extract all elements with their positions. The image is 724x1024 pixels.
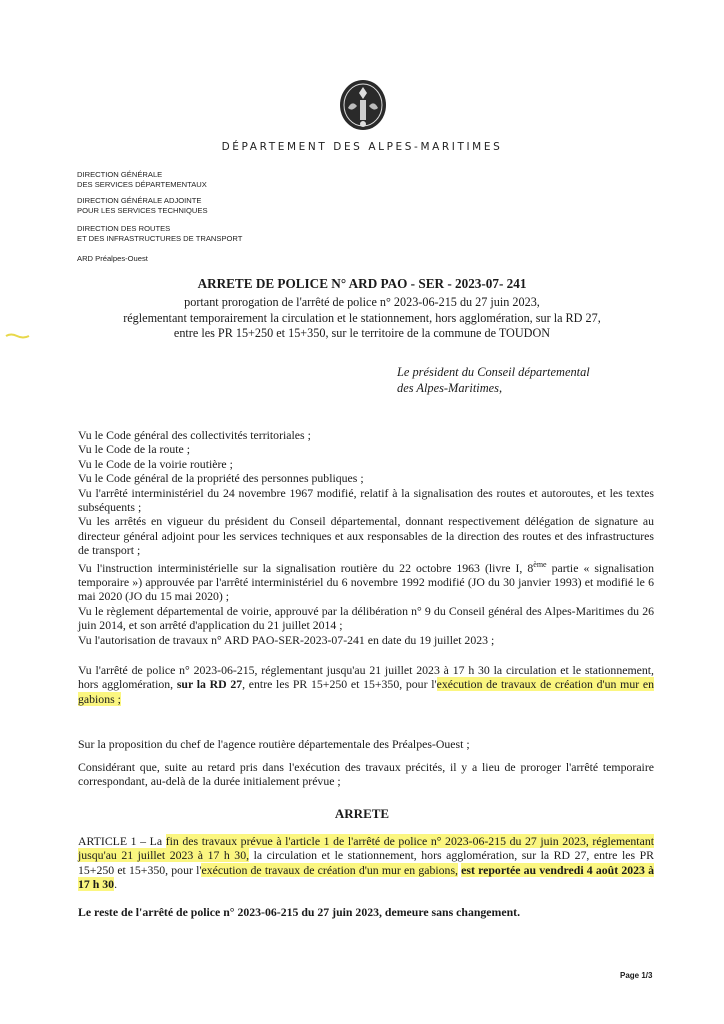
department-emblem — [338, 78, 388, 136]
visa: Vu l'autorisation de travaux n° ARD PAO-SER-2023-07-241 en date du 19 juillet 2023 ; — [78, 632, 495, 647]
admin-dgs: DIRECTION GÉNÉRALE DES SERVICES DÉPARTEMENTAUX — [77, 170, 207, 189]
visa: Vu le Code de la voirie routière ; — [78, 456, 233, 471]
considerant: Considérant que, suite au retard pris dans l'exécution des travaux précités, il y a lieu de proroger l'arrêté temporaire correspondant, au-delà de la durée initialement prévue ; — [78, 760, 654, 789]
visa: Vu le Code général des collectivités territoriales ; — [78, 428, 311, 442]
admin-ard: ARD Préalpes-Ouest — [77, 254, 148, 263]
visas-list — [78, 428, 654, 647]
admin-dga: DIRECTION GÉNÉRALE ADJOINTE POUR LES SERVICES TECHNIQUES — [77, 196, 208, 215]
margin-mark — [5, 332, 31, 340]
visa: Vu le règlement départemental de voirie, approuvé par la délibération n° 9 du Conseil général des Alpes-Maritimes du 26 juin 2014, et son arrêté d'application du 21 juillet 2014 ; — [78, 603, 654, 633]
article-1: ARTICLE 1 – La fin des travaux prévue à l'article 1 de l'arrêté de police n° 2023-06-215 du 27 juin 2023, réglementant jusqu'au 21 juillet 2023 à 17 h 30, la circulation et le stationnement, hors agglomération, sur la RD 27, entre les PR 15+250 et 15+350, pour l'exécution de travaux de création d'un mur en gabions, est reportée au vendredi 4 août 2023 à 17 h 30. — [78, 834, 655, 892]
department-name: DÉPARTEMENT DES ALPES-MARITIMES — [221, 141, 503, 153]
visa: Vu le Code général de la propriété des personnes publiques ; — [78, 471, 364, 486]
visa: Vu le Code de la route ; — [78, 442, 190, 457]
visa-arrete: Vu l'arrêté de police n° 2023-06-215, réglementant jusqu'au 21 juillet 2023 à 17 h 30 la circulation et le stationnement, hors agglomération, sur la RD 27, entre les PR 15+250 et 15+350, pour l'exécution de travaux de création d'un mur en gabions ; — [78, 663, 654, 706]
reste-unchanged: Le reste de l'arrêté de police n° 2023-06-215 du 27 juin 2023, demeure sans changement. — [78, 905, 521, 919]
visa: Vu les arrêtés en vigueur du président du Conseil départemental, donnant respectivement délégation de signature au directeur général adjoint pour les services techniques et aux responsables de la direction des routes et des infrastructures de transport ; — [78, 514, 654, 558]
document-subtitle: portant prorogation de l'arrêté de police n° 2023-06-215 du 27 juin 2023, réglementant temporairement la circulation et le stationnement, hors agglomération, sur la RD 27, entre les PR 15+250 et 15+350, sur le territoire de la commune de TOUDON — [123, 295, 601, 340]
page-number: Page 1/3 — [620, 971, 653, 980]
document-title: ARRETE DE POLICE N° ARD PAO - SER - 2023-07- 241 — [197, 276, 527, 291]
president-signature-block: Le président du Conseil départemental des Alpes-Maritimes, — [397, 365, 590, 395]
proposition: Sur la proposition du chef de l'agence routière départementale des Préalpes-Ouest ; — [78, 737, 470, 751]
admin-drit: DIRECTION DES ROUTES ET DES INFRASTRUCTURES DE TRANSPORT — [77, 224, 243, 243]
visa-instruction: Vu l'instruction interministérielle sur la signalisation routière du 22 octobre 1963 (livre I, 8ème partie « signalisation temporaire ») approuvée par l'arrêté interministériel du 6 novembre 1992 modifié (JO du 30 janvier 1993) et modifié le 6 mai 2020 (JO du 15 mai 2020) ; — [78, 559, 654, 604]
arrete-heading: ARRETE — [334, 806, 390, 821]
visa: Vu l'arrêté interministériel du 24 novembre 1967 modifié, relatif à la signalisation des routes et autoroutes, et les textes subséquents ; — [78, 485, 654, 515]
